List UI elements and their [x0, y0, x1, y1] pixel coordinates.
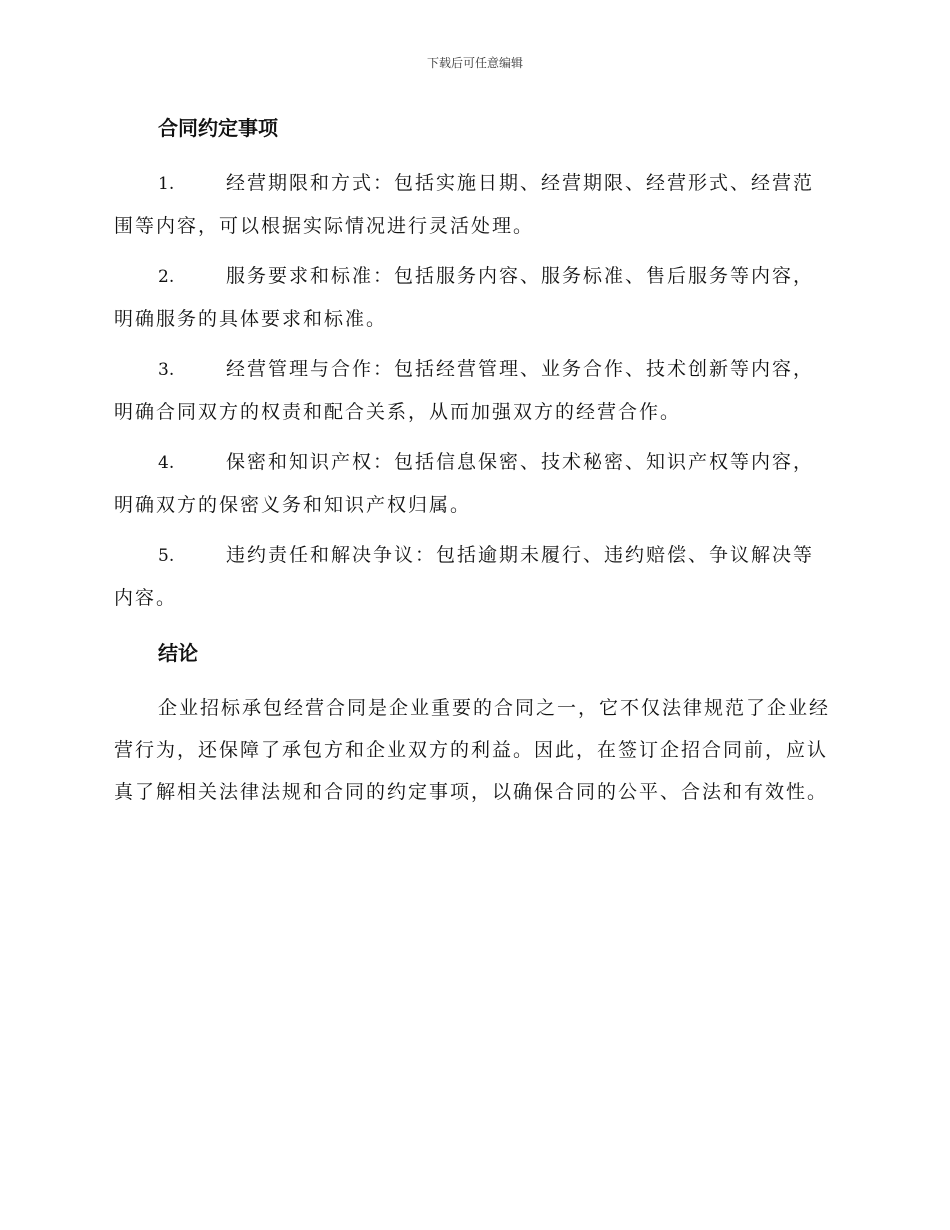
- list-item-number: 3.: [158, 360, 175, 380]
- list-item-text: 经营管理与合作：包括经营管理、业务合作、技术创新等内容，明确合同双方的权责和配合关系，从而加强双方的经营合作。: [114, 358, 815, 423]
- list-item-text: 保密和知识产权：包括信息保密、技术秘密、知识产权等内容，明确双方的保密义务和知识产权归属。: [114, 451, 815, 516]
- list-item-number: 1.: [158, 174, 175, 194]
- list-item-text: 服务要求和标准：包括服务内容、服务标准、售后服务等内容，明确服务的具体要求和标准。: [114, 265, 815, 330]
- section-spacer: [114, 627, 834, 635]
- list-item: [114, 534, 834, 619]
- list-item-number: 5.: [158, 546, 175, 566]
- list-item-text: 违约责任和解决争议：包括逾期未履行、违约赔偿、争议解决等内容。: [114, 544, 815, 609]
- list-item-number: 4.: [158, 453, 175, 473]
- list-item: [114, 441, 834, 526]
- section-heading-conclusion: 结论: [158, 641, 198, 665]
- conclusion-paragraph: 企业招标承包经营合同是企业重要的合同之一，它不仅法律规范了企业经营行为，还保障了承包方和企业双方的利益。因此，在签订企招合同前，应认真了解相关法律法规和合同的约定事项，以确保合同的公平、合法和有效性。: [114, 697, 831, 803]
- list-item: [114, 348, 834, 433]
- list-item: [114, 162, 834, 247]
- list-item-number: 2.: [158, 267, 175, 287]
- list-item-text: 经营期限和方式：包括实施日期、经营期限、经营形式、经营范围等内容，可以根据实际情况进行灵活处理。: [114, 172, 815, 237]
- list-item: [114, 255, 834, 340]
- document-content: [114, 110, 834, 813]
- section-heading-contract-terms: 合同约定事项: [158, 116, 278, 140]
- header-note: 下载后可任意编辑: [426, 56, 523, 70]
